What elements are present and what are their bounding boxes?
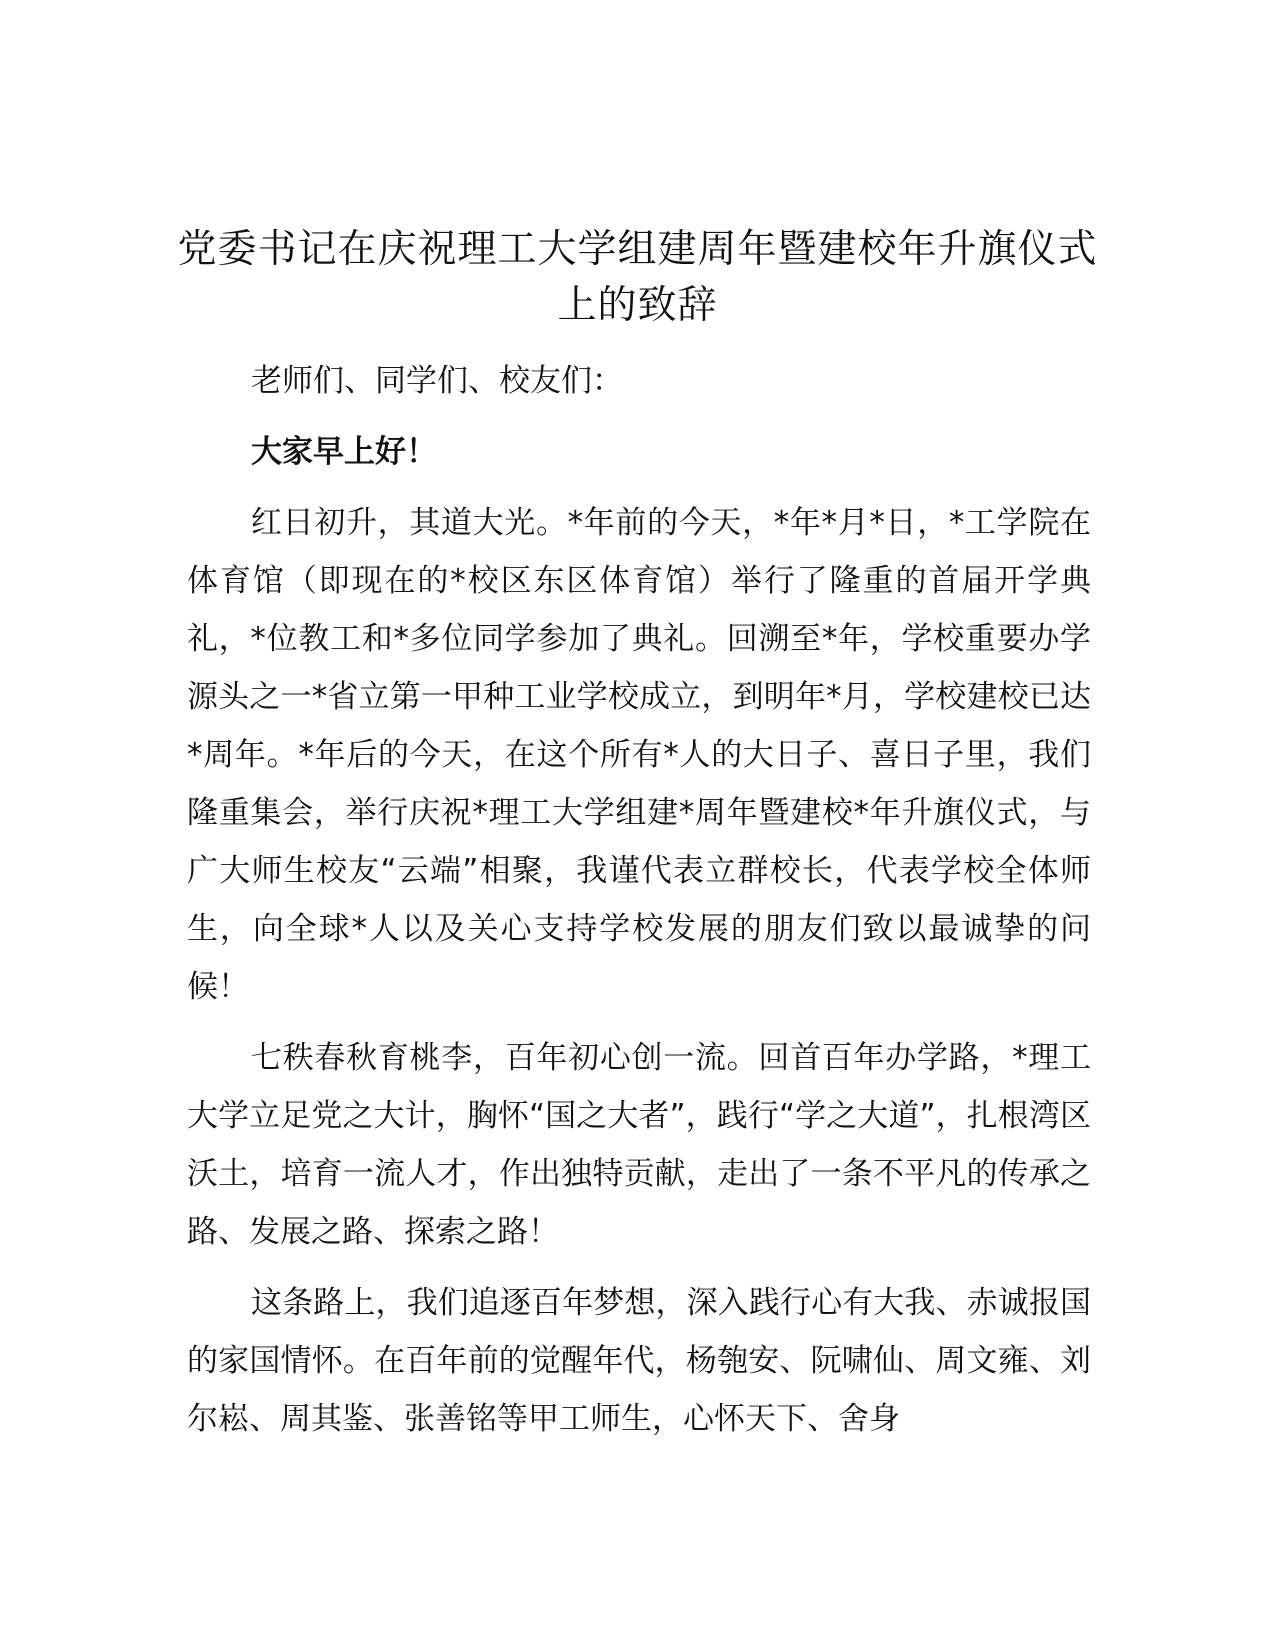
body-paragraph: 红日初升，其道大光。*年前的今天，*年*月*日，*工学院在体育馆（即现在的*校区东区体育馆）举行了隆重的首届开学典礼，*位教工和*多位同学参加了典礼。回溯至*年，学校重要办学源头之一*省立第一甲种工业学校成立，到明年*月，学校建校已达*周年。*年后的今天，在这个所有*人的大日子、喜日子里，我们隆重集会，举行庆祝*理工大学组建*周年暨建校*年升旗仪式，与广大师生校友“云端”相聚，我谨代表立群校长，代表学校全体师生，向全球*人以及关心支持学校发展的朋友们致以最诚挚的问候！ <box>187 505 1091 1005</box>
body-paragraph: 这条路上，我们追逐百年梦想，深入践行心有大我、赤诚报国的家国情怀。在百年前的觉醒年代，杨匏安、阮啸仙、周文雍、刘尔崧、周其鉴、张善铭等甲工师生，心怀天下、舍身 <box>187 1285 1091 1437</box>
document-body <box>187 352 1091 1461</box>
greeting-paragraph: 大家早上好！ <box>251 434 437 470</box>
document-title: 党委书记在庆祝理工大学组建周年暨建校年升旗仪式上的致辞 <box>177 227 1098 328</box>
salutation-paragraph: 老师们、同学们、校友们： <box>251 363 623 399</box>
body-paragraph: 七秩春秋育桃李，百年初心创一流。回首百年办学路，*理工大学立足党之大计，胸怀“国之大者”，践行“学之大道”，扎根湾区沃土，培育一流人才，作出独特贡献，走出了一条不平凡的传承之路、发展之路、探索之路！ <box>187 1040 1091 1250</box>
